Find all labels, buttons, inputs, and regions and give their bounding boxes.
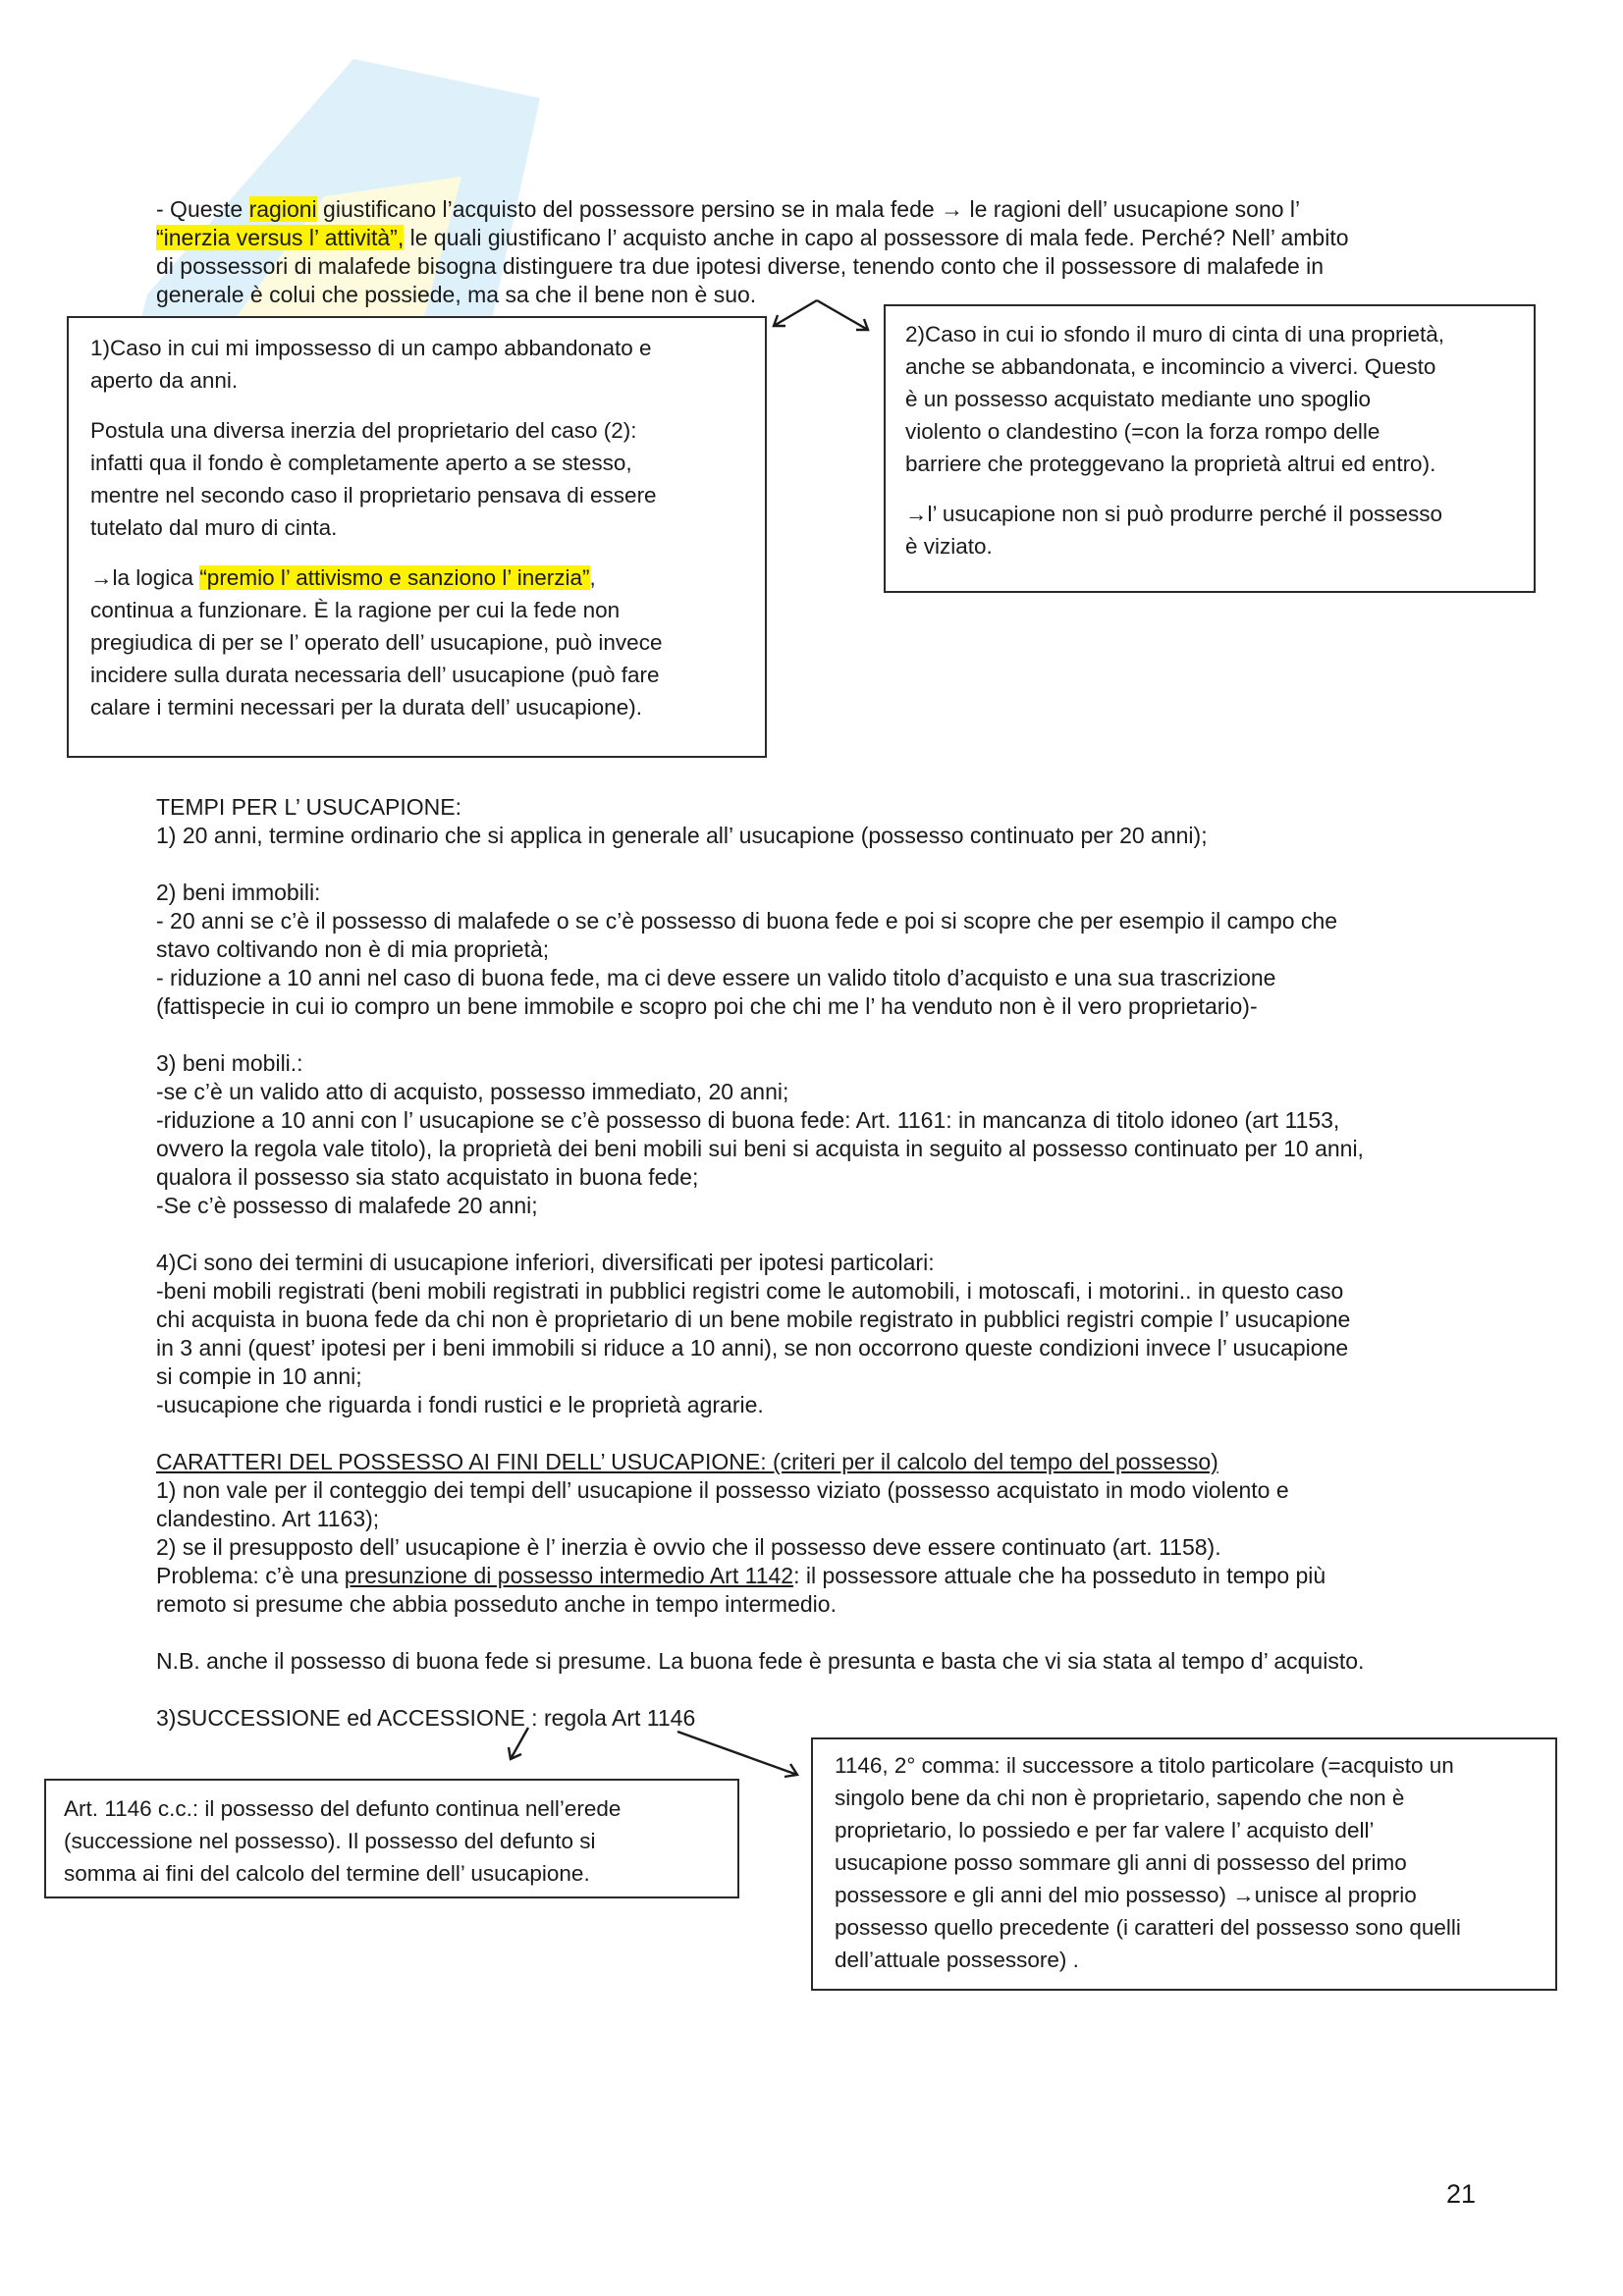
nb-note: N.B. anche il possesso di buona fede si presume. La buona fede è presunta e basta che vi sia stata al tempo d’ acquisto. bbox=[156, 1648, 1365, 1674]
case-1-explanation: Postula una diversa inerzia del proprietario del caso (2): infatti qua il fondo è completamente aperto a se stesso, mentre nel secondo caso il proprietario pensava di essere tutelato dal muro di cinta. bbox=[90, 418, 657, 540]
intro-paragraph: - Queste ragioni giustificano l’acquisto del possessore persino se in mala fede → le ragioni dell’ usucapione sono l’ “inerzia versus l’ attività”, le quali giustificano l’ acquisto anche in capo al possessore di mala fede. Perché? Nell’ ambito di possessori di malafede bisogna distinguere tra due ipotesi diverse, tenendo conto che il possessore di malafede in generale è colui che possiede, ma sa che il bene non è suo. bbox=[156, 196, 1349, 307]
successione-title: 3)SUCCESSIONE ed ACCESSIONE : regola Art 1146 bbox=[156, 1705, 696, 1731]
art-1146-box: Art. 1146 c.c.: il possesso del defunto continua nell’erede (successione nel possesso). Il possesso del defunto si somma ai fini del calcolo del termine dell’ usucapione. bbox=[44, 1779, 739, 1898]
highlight-premio: “premio l’ attivismo e sanziono l’ inerzia” bbox=[199, 565, 590, 590]
tempi-inferiori-title: 4)Ci sono dei termini di usucapione inferiori, diversificati per ipotesi particolari: bbox=[156, 1250, 935, 1275]
case-2-box bbox=[884, 304, 1536, 593]
tempi-section: TEMPI PER L’ USUCAPIONE: 1) 20 anni, termine ordinario che si applica in generale all’ usucapione (possesso continuato per 20 anni); 2) beni immobili: - 20 anni se c’è il possesso di malafede o se c’è possesso di buona fede e poi si scopre che per esempio il campo che stavo coltivando non è di mia proprietà; - riduzione a 10 anni nel caso di buona fede, ma ci deve essere un valido titolo d’acquisto e una sua trascrizione (fattispecie in cui io compro un bene immobile e scopro poi che chi me l’ ha venduto non è il vero proprietario)- 3) beni mobili.: -se c’è un valido atto di acquisto, possesso immediato, 20 anni; -riduzione a 10 anni con l’ usucapione se c’è possesso di buona fede: Art. 1161: in mancanza di titolo idoneo (art 1153, ovvero la regola vale titolo), la proprietà dei beni mobili sui beni si acquista in seguito al possesso continuato per 10 anni, qualora il possesso sia stato acquistato in buona fede; -Se c’è possesso di malafede 20 anni; 4)Ci sono dei termini di usucapione inferiori, diversificati per ipotesi particolari: -beni mobili registrati (beni mobili registrati in pubblici registri come le automobili, i motoscafi, i motorini.. in questo caso chi acquista in buona fede da chi non è proprietario di un bene mobile registrato in pubblici registri compie l’ usucapione in 3 anni (quest’ ipotesi per i beni immobili si riduce a 10 anni), se non occorrono queste condizioni invece l’ usucapione si compie in 10 anni; -usucapione che riguarda i fondi rustici e le proprietà agrarie. CARATTERI DEL POSSESSO AI FINI DELL’ USUCAPIONE: (criteri per il calcolo del tempo del possesso) 1) non vale per il conteggio dei tempi dell’ usucapione il possesso viziato (possesso acquistato in modo violento e clandestino. Art 1163); 2) se il presupposto dell’ usucapione è l’ inerzia è ovvio che il possesso deve essere continuato (art. 1158). Problema: c’è una presunzione di possesso intermedio Art 1142: il possessore attuale che ha posseduto in tempo più remoto si presume che abbia posseduto anche in tempo intermedio. N.B. anche il possesso di buona fede si presume. La buona fede è presunta e basta che vi sia stata al tempo d’ acquisto. 3)SUCCESSIONE ed ACCESSIONE : regola Art 1146 bbox=[156, 793, 1531, 1733]
case-1-description: 1)Caso in cui mi impossesso di un campo abbandonato e aperto da anni. bbox=[90, 336, 652, 393]
tempi-immobili-title: 2) beni immobili: bbox=[156, 880, 321, 905]
case-2-description: 2)Caso in cui io sfondo il muro di cinta di una proprietà, anche se abbandonata, e incomincio a viverci. Questo è un possesso acquistato mediante uno spoglio violento o clandestino (=con la forza rompo delle barriere che proteggevano la proprietà altrui ed entro). bbox=[905, 322, 1445, 476]
page-number: 21 bbox=[1446, 2179, 1477, 2209]
tempi-mobili-title: 3) beni mobili.: bbox=[156, 1050, 303, 1076]
caratteri-title: CARATTERI DEL POSSESSO AI FINI DELL’ USUCAPIONE: (criteri per il calcolo del tempo del possesso) bbox=[156, 1449, 1218, 1474]
highlight-ragioni: ragioni bbox=[248, 196, 317, 222]
case-2-conclusion: →l’ usucapione non si può produrre perché il possesso è viziato. bbox=[905, 502, 1442, 559]
highlight-inerzia: “inerzia versus l’ attività”, bbox=[156, 225, 405, 250]
presunzione-link: presunzione di possesso intermedio Art 1142 bbox=[344, 1563, 794, 1588]
case-1-logic: →la logica “premio l’ attivismo e sanziono l’ inerzia”, continua a funzionare. È la ragione per cui la fede non pregiudica di per se l’ operato dell’ usucapione, può invece incidere sulla durata necessaria dell’ usucapione (può fare calare i termini necessari per la durata dell’ usucapione). bbox=[90, 565, 663, 720]
art-1146-comma-2-box: 1146, 2° comma: il successore a titolo particolare (=acquisto un singolo bene da chi non è proprietario, sapendo che non è proprietario, lo possiedo e per far valere l’ acquisto dell’ usucapione posso sommare gli anni di possesso del primo possessore e gli anni del mio possesso) →unisce al proprio possesso quello precedente (i caratteri del possesso sono quelli dell’attuale possessore) . bbox=[811, 1737, 1557, 1991]
tempi-title: TEMPI PER L’ USUCAPIONE: bbox=[156, 794, 461, 820]
case-1-box bbox=[67, 316, 767, 758]
